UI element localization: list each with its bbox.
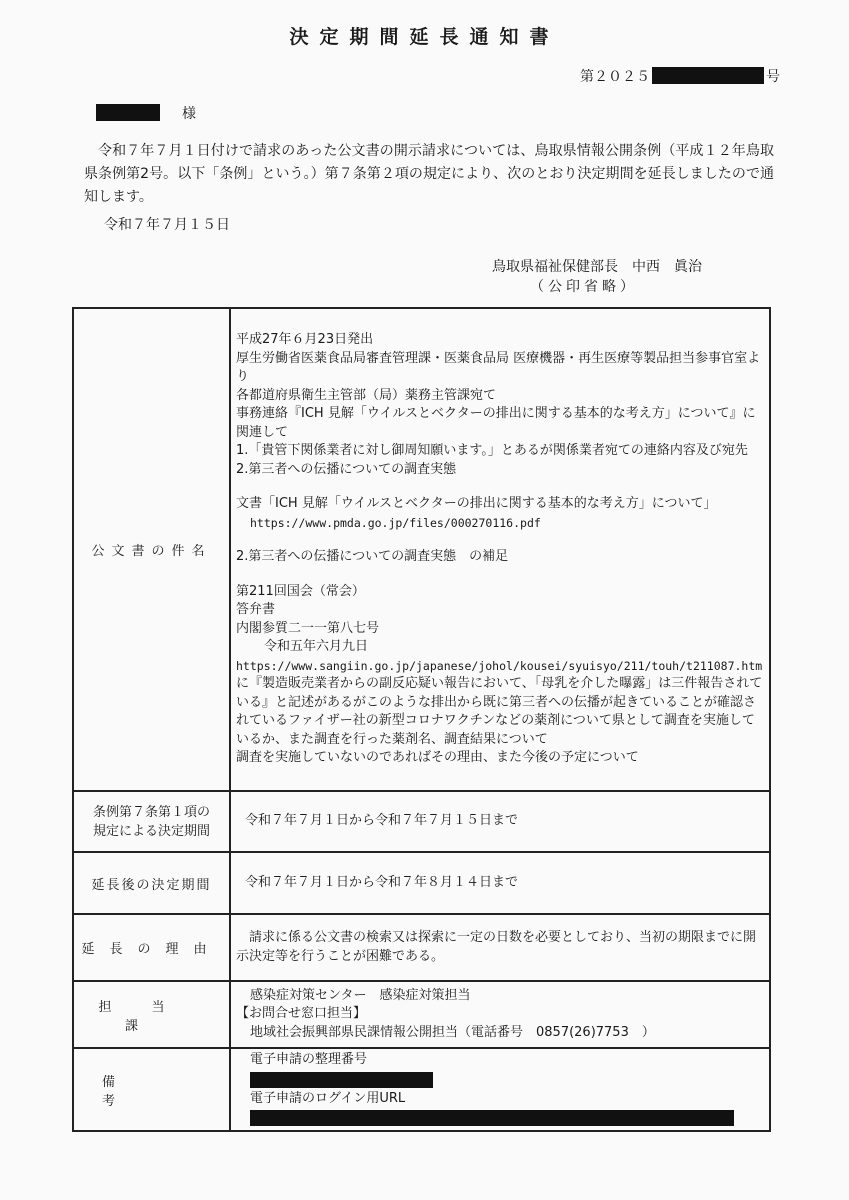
extended-period-value: 令和７年７月１日から令和７年８月１４日まで (230, 852, 770, 914)
subject-line: 2.第三者への伝播についての調査実態 (236, 461, 457, 477)
label-remarks: 備考 (73, 1048, 230, 1131)
redaction-bar (250, 1110, 734, 1126)
row-subject (73, 308, 770, 791)
row-reason (73, 914, 770, 981)
label-extended-period: 延長後の決定期間 (73, 852, 230, 914)
department-line: 感染症対策センター 感染症対策担当 (250, 987, 471, 1003)
redaction-bar (250, 1072, 433, 1088)
label-original-period: 条例第７条第１項の 規定による決定期間 (73, 791, 230, 852)
subject-line: 第211回国会（常会） (236, 583, 365, 599)
row-remarks (73, 1048, 770, 1131)
subject-line: 厚生労働省医薬食品局審査管理課・医薬食品局 医療機器・再生医療等製品担当参事官室より (236, 350, 761, 385)
subject-line: 文書「ICH 見解「ウイルスとベクターの排出に関する基本的な考え方」について」 (236, 496, 717, 512)
department-content (230, 981, 770, 1048)
notice-date: 令和７年７月１５日 (104, 217, 230, 233)
subject-line: 1.「貴管下関係業者に対し御周知願います。」とあるが関係業者宛ての連絡内容及び宛先 (236, 443, 748, 459)
addressee (96, 103, 196, 123)
seal-note: （公印省略） (530, 279, 638, 295)
subject-content (230, 308, 770, 791)
label-department: 担当課 (73, 981, 230, 1048)
row-department (73, 981, 770, 1048)
label-subject: 公文書の件名 (73, 308, 230, 791)
subject-line: 調査を実施していないのであればその理由、また今後の予定について (236, 750, 639, 766)
subject-url: https://www.pmda.go.jp/files/000270116.pdf (250, 515, 541, 530)
subject-line: 2.第三者への伝播についての調査実態 の補足 (236, 549, 509, 565)
document-title: 決定期間延長通知書 (289, 26, 560, 48)
notice-table (72, 307, 771, 1132)
addressee-suffix: 様 (182, 106, 196, 122)
subject-line: 答弁書 (236, 602, 276, 618)
row-extended-period (73, 852, 770, 914)
issuer-name: 鳥取県福祉保健部長 中西 眞治 (492, 259, 702, 275)
reason-value: 請求に係る公文書の検索又は探索に一定の日数を必要としており、当初の期限までに開示決定等を行うことが困難である。 (230, 914, 770, 981)
subject-line: 内閣参質二一一第八七号 (236, 620, 380, 636)
subject-url: https://www.sangiin.go.jp/japanese/johol/kousei/syuisyo/211/touh/t211087.htm (236, 658, 763, 673)
label-reason: 延長の理由 (73, 914, 230, 981)
document-number (580, 66, 780, 86)
remarks-content (230, 1048, 770, 1131)
subject-line: 事務連絡『ICH 見解「ウイルスとベクターの排出に関する基本的な考え方」について』に関連して (236, 406, 756, 440)
doc-number-suffix: 号 (766, 69, 780, 85)
subject-line: 令和五年六月九日 (264, 639, 369, 655)
redaction-bar (96, 104, 160, 121)
original-period-value: 令和７年７月１日から令和７年７月１５日まで (230, 791, 770, 852)
department-line: 【お問合せ窓口担当】 (236, 1006, 367, 1022)
remarks-line: 電子申請の整理番号 (250, 1052, 368, 1067)
redaction-bar (652, 67, 764, 84)
subject-line: 各都道府県衛生主管部（局）薬務主管課宛て (236, 387, 497, 403)
department-line: 地域社会振興部県民課情報公開担当（電話番号 0857(26)7753 ） (250, 1024, 655, 1040)
remarks-line: 電子申請のログイン用URL (250, 1090, 406, 1106)
row-original-period (73, 791, 770, 852)
doc-number-prefix: 第２０２５ (580, 69, 650, 85)
subject-line: 平成27年６月23日発出 (236, 332, 374, 348)
notice-paragraph: 令和７年７月１日付けで請求のあった公文書の開示請求については、鳥取県情報公開条例（平成１２年鳥取県条例第2号。以下「条例」という。）第７条第２項の規定により、次のとおり決定期間を延長しましたので通知します。 (84, 143, 774, 205)
subject-line: に『製造販売業者からの副反応疑い報告において、「母乳を介した曝露」は三件報告されている』と記述があるがこのような排出から既に第三者への伝播が起きていることが確認されているファイザー社の新型コロナワクチンなどの薬剤について県として調査を実施しているか、また調査を行った薬剤名、調査結果について (236, 676, 763, 747)
